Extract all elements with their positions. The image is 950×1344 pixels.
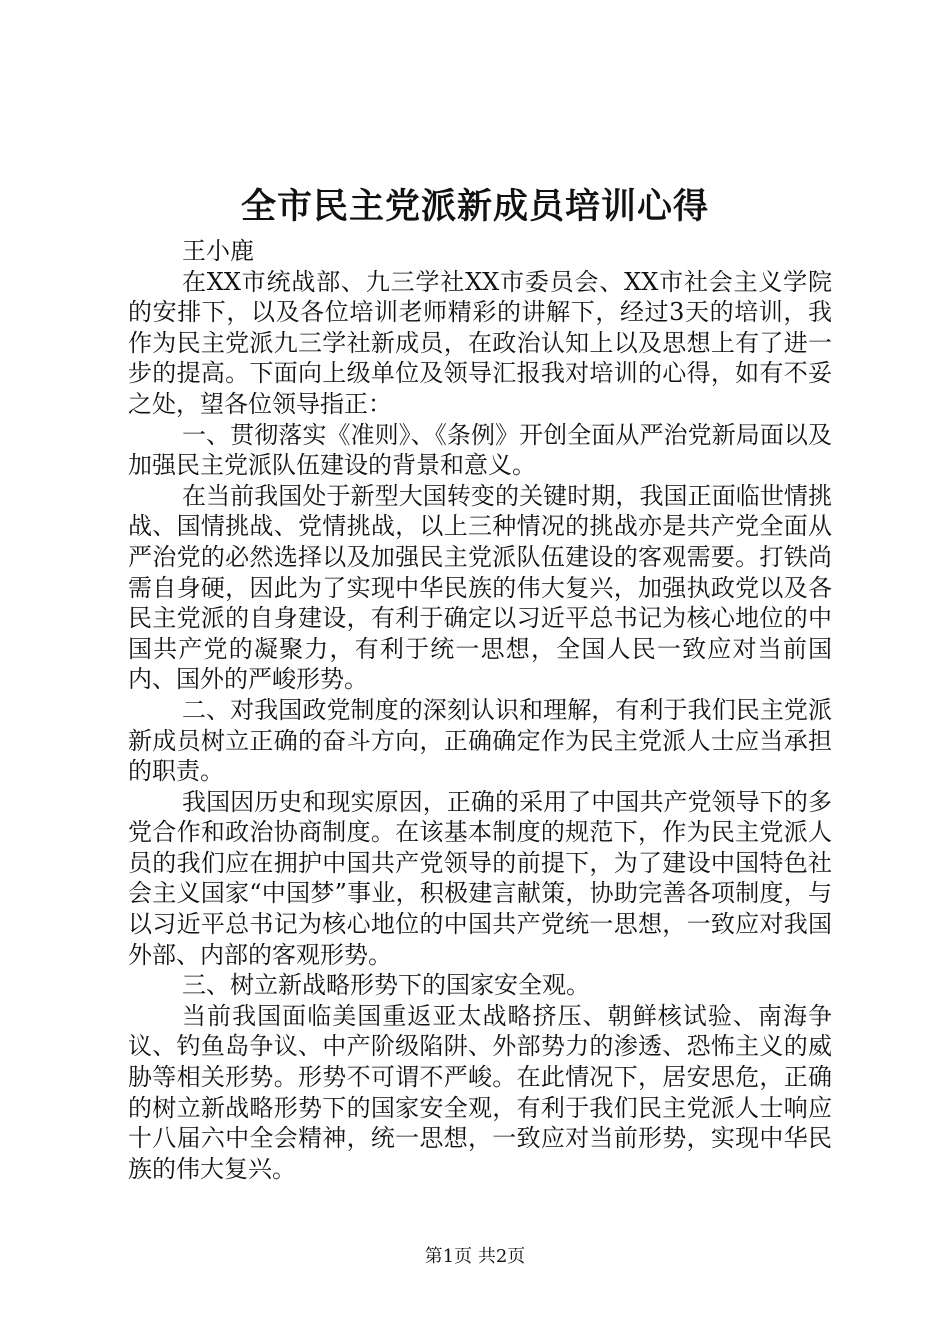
paragraph-intro: 在XX市统战部、九三学社XX市委员会、XX市社会主义学院的安排下，以及各位培训老师精彩的讲解下，经过3天的培训，我作为民主党派九三学社新成员，在政治认知上以及思想上有了进一步的提高。下面向上级单位及领导汇报我对培训的心得，如有不妥之处，望各位领导指正： — [128, 267, 832, 418]
section-heading-1: 一、贯彻落实《准则》、《条例》开创全面从严治党新局面以及加强民主党派队伍建设的背景和意义。 — [128, 420, 832, 480]
document-title: 全市民主党派新成员培训心得 — [240, 186, 709, 227]
paragraph-section-3: 当前我国面临美国重返亚太战略挤压、朝鲜核试验、南海争议、钓鱼岛争议、中产阶级陷阱、外部势力的渗透、恐怖主义的威胁等相关形势。形势不可谓不严峻。在此情况下，居安思危，正确的树立新战略形势下的国家安全观，有利于我们民主党派人士响应十八届六中全会精神，统一思想，一致应对当前形势，实现中华民族的伟大复兴。 — [128, 1001, 832, 1183]
page-footer: 第1页 共2页 — [424, 1246, 526, 1267]
document-body — [128, 236, 832, 1184]
section-heading-3: 三、树立新战略形势下的国家安全观。 — [182, 971, 590, 1000]
paragraph-section-2: 我国因历史和现实原因，正确的采用了中国共产党领导下的多党合作和政治协商制度。在该基本制度的规范下，作为民主党派人员的我们应在拥护中国共产党领导的前提下，为了建设中国特色社会主义国家“中国梦”事业，积极建言献策，协助完善各项制度，与以习近平总书记为核心地位的中国共产党统一思想，一致应对我国外部、内部的客观形势。 — [128, 787, 832, 969]
paragraph-section-1: 在当前我国处于新型大国转变的关键时期，我国正面临世情挑战、国情挑战、党情挑战，以上三种情况的挑战亦是共产党全面从严治党的必然选择以及加强民主党派队伍建设的客观需要。打铁尚需自身硬，因此为了实现中华民族的伟大复兴，加强执政党以及各民主党派的自身建设，有利于确定以习近平总书记为核心地位的中国共产党的凝聚力，有利于统一思想，全国人民一致应对当前国内、国外的严峻形势。 — [128, 481, 832, 694]
author-name: 王小鹿 — [182, 237, 254, 265]
section-heading-2: 二、对我国政党制度的深刻认识和理解，有利于我们民主党派新成员树立正确的奋斗方向，正确确定作为民主党派人士应当承担的职责。 — [128, 695, 832, 786]
